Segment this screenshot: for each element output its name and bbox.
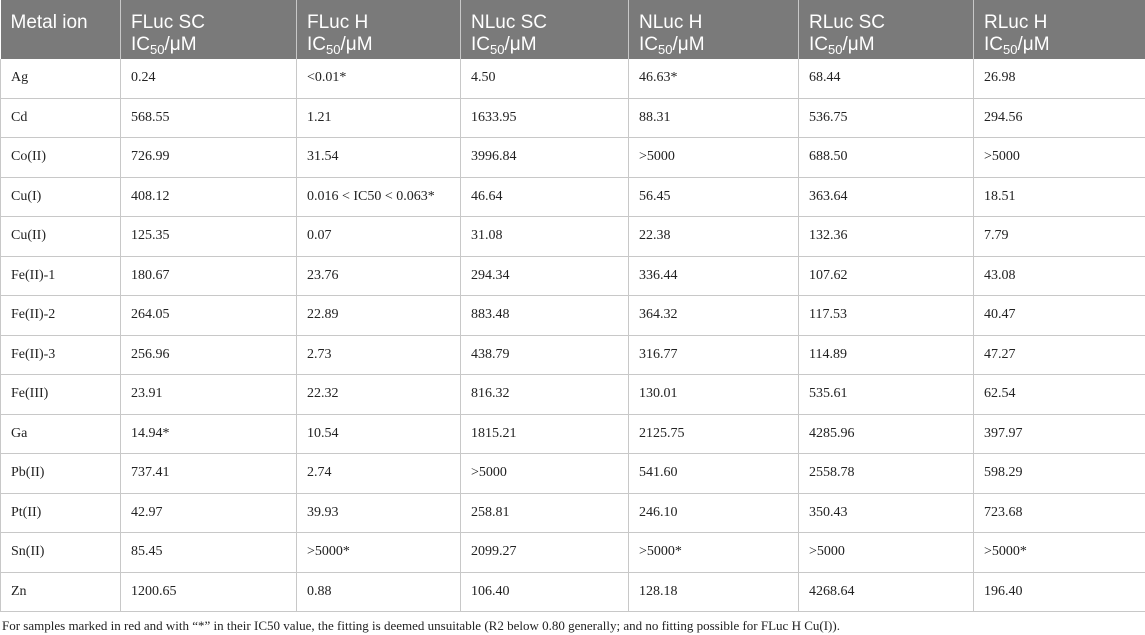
ic50-value-cell: 10.54 <box>297 414 461 454</box>
table-row <box>1 375 1145 415</box>
ic50-value-cell: 196.40 <box>974 572 1145 612</box>
ic50-value-cell: >5000* <box>974 533 1145 573</box>
ic50-value-cell: 1.21 <box>297 98 461 138</box>
metal-ion-cell: Fe(II)-3 <box>1 335 121 375</box>
ic50-value-cell: 62.54 <box>974 375 1145 415</box>
ic50-value-cell: 4285.96 <box>799 414 974 454</box>
metal-ion-cell: Fe(III) <box>1 375 121 415</box>
ic50-value-cell: 598.29 <box>974 454 1145 494</box>
ic50-value-cell: 364.32 <box>629 296 799 336</box>
metal-ion-cell: Pb(II) <box>1 454 121 494</box>
ic50-value-cell: 737.41 <box>121 454 297 494</box>
metal-ion-cell: Fe(II)-2 <box>1 296 121 336</box>
ic50-value-cell: 2.73 <box>297 335 461 375</box>
ic50-value-cell: 2099.27 <box>461 533 629 573</box>
ic50-value-cell: 408.12 <box>121 177 297 217</box>
ic50-value-cell: 39.93 <box>297 493 461 533</box>
column-header-label: FLuc SC <box>131 12 205 33</box>
unit-subscript: 50 <box>658 42 673 57</box>
ic50-value-cell: 1200.65 <box>121 572 297 612</box>
metal-ion-cell: Fe(II)-1 <box>1 256 121 296</box>
ic50-value-cell: 22.89 <box>297 296 461 336</box>
unit-subscript: 50 <box>326 42 341 57</box>
metal-ion-cell: Zn <box>1 572 121 612</box>
ic50-value-cell: 117.53 <box>799 296 974 336</box>
ic50-value-cell: 256.96 <box>121 335 297 375</box>
ic50-value-cell: >5000* <box>629 533 799 573</box>
table-row <box>1 59 1145 98</box>
unit-suffix: /μM <box>672 34 705 55</box>
ic50-value-cell: 3996.84 <box>461 138 629 178</box>
ic50-value-cell: 541.60 <box>629 454 799 494</box>
column-header-unit <box>984 34 1136 56</box>
ic50-value-cell: >5000 <box>974 138 1145 178</box>
table-header-row <box>1 0 1145 59</box>
unit-suffix: /μM <box>842 34 875 55</box>
metal-ion-cell: Cd <box>1 98 121 138</box>
column-header-label: Metal ion <box>10 12 88 33</box>
ic50-value-cell: 0.016 < IC50 < 0.063* <box>297 177 461 217</box>
table-row <box>1 533 1145 573</box>
ic50-value-cell: 568.55 <box>121 98 297 138</box>
column-header-label: FLuc H <box>307 12 369 33</box>
ic50-value-cell: 42.97 <box>121 493 297 533</box>
ic50-value-cell: 128.18 <box>629 572 799 612</box>
column-header-label: RLuc H <box>984 12 1048 33</box>
ic50-value-cell: 535.61 <box>799 375 974 415</box>
ic50-value-cell: 68.44 <box>799 59 974 98</box>
ic50-value-cell: >5000* <box>297 533 461 573</box>
ic50-value-cell: 264.05 <box>121 296 297 336</box>
metal-ion-cell: Pt(II) <box>1 493 121 533</box>
ic50-value-cell: 4268.64 <box>799 572 974 612</box>
column-header-label: NLuc H <box>639 12 703 33</box>
ic50-value-cell: 107.62 <box>799 256 974 296</box>
ic50-value-cell: 723.68 <box>974 493 1145 533</box>
metal-ion-cell: Ga <box>1 414 121 454</box>
ic50-value-cell: 816.32 <box>461 375 629 415</box>
table-body <box>1 59 1145 612</box>
ic50-value-cell: 130.01 <box>629 375 799 415</box>
unit-prefix: IC <box>307 34 326 55</box>
unit-suffix: /μM <box>340 34 373 55</box>
ic50-value-cell: 43.08 <box>974 256 1145 296</box>
ic50-value-cell: 31.54 <box>297 138 461 178</box>
ic50-value-cell: 18.51 <box>974 177 1145 217</box>
ic50-value-cell: 350.43 <box>799 493 974 533</box>
column-header <box>799 0 974 59</box>
ic50-value-cell: 114.89 <box>799 335 974 375</box>
ic50-value-cell: 438.79 <box>461 335 629 375</box>
metal-ion-cell: Cu(I) <box>1 177 121 217</box>
table-row <box>1 256 1145 296</box>
table-row <box>1 493 1145 533</box>
ic50-value-cell: 2558.78 <box>799 454 974 494</box>
ic50-value-cell: 46.63* <box>629 59 799 98</box>
ic50-value-cell: <0.01* <box>297 59 461 98</box>
ic50-value-cell: 294.34 <box>461 256 629 296</box>
ic50-value-cell: 294.56 <box>974 98 1145 138</box>
ic50-value-cell: 0.88 <box>297 572 461 612</box>
unit-prefix: IC <box>984 34 1003 55</box>
unit-subscript: 50 <box>490 42 505 57</box>
column-header <box>629 0 799 59</box>
ic50-value-cell: >5000 <box>629 138 799 178</box>
ic50-value-cell: 397.97 <box>974 414 1145 454</box>
ic50-value-cell: 7.79 <box>974 217 1145 257</box>
ic50-value-cell: 22.38 <box>629 217 799 257</box>
column-header <box>1 0 121 59</box>
unit-suffix: /μM <box>164 34 197 55</box>
ic50-value-cell: 46.64 <box>461 177 629 217</box>
table-row <box>1 177 1145 217</box>
ic50-value-cell: 106.40 <box>461 572 629 612</box>
table-row <box>1 217 1145 257</box>
column-header-unit <box>639 34 788 56</box>
ic50-value-cell: 14.94* <box>121 414 297 454</box>
ic50-value-cell: 1633.95 <box>461 98 629 138</box>
ic50-value-cell: 726.99 <box>121 138 297 178</box>
ic50-value-cell: 23.91 <box>121 375 297 415</box>
ic50-value-cell: >5000 <box>799 533 974 573</box>
ic50-value-cell: 336.44 <box>629 256 799 296</box>
ic50-value-cell: 56.45 <box>629 177 799 217</box>
ic50-value-cell: 22.32 <box>297 375 461 415</box>
ic50-value-cell: 85.45 <box>121 533 297 573</box>
table-row <box>1 296 1145 336</box>
metal-ion-cell: Ag <box>1 59 121 98</box>
column-header-unit <box>307 34 450 56</box>
ic50-value-cell: 688.50 <box>799 138 974 178</box>
table-row <box>1 454 1145 494</box>
ic50-value-cell: 0.07 <box>297 217 461 257</box>
ic50-value-cell: 0.24 <box>121 59 297 98</box>
column-header <box>297 0 461 59</box>
ic50-value-cell: 26.98 <box>974 59 1145 98</box>
ic50-value-cell: 883.48 <box>461 296 629 336</box>
ic50-value-cell: 2.74 <box>297 454 461 494</box>
table-row <box>1 414 1145 454</box>
ic50-value-cell: 2125.75 <box>629 414 799 454</box>
unit-prefix: IC <box>639 34 658 55</box>
unit-suffix: /μM <box>504 34 537 55</box>
unit-subscript: 50 <box>828 42 843 57</box>
ic50-value-cell: 4.50 <box>461 59 629 98</box>
unit-suffix: /μM <box>1017 34 1050 55</box>
ic50-value-cell: 23.76 <box>297 256 461 296</box>
column-header-unit <box>131 34 286 56</box>
unit-prefix: IC <box>809 34 828 55</box>
table-row <box>1 138 1145 178</box>
table-footnote: For samples marked in red and with “*” in their IC50 value, the fitting is deemed unsuitable (R2 below 0.80 generally; and no fitting possible for FLuc H Cu(I)). <box>2 618 840 633</box>
ic50-value-cell: 258.81 <box>461 493 629 533</box>
ic50-value-cell: 536.75 <box>799 98 974 138</box>
column-header <box>121 0 297 59</box>
ic50-value-cell: 363.64 <box>799 177 974 217</box>
unit-prefix: IC <box>471 34 490 55</box>
column-header-unit <box>809 34 963 56</box>
column-header-unit <box>471 34 618 56</box>
column-header-label: RLuc SC <box>809 12 886 33</box>
column-header <box>461 0 629 59</box>
ic50-value-cell: 88.31 <box>629 98 799 138</box>
column-header <box>974 0 1145 59</box>
ic50-value-cell: 316.77 <box>629 335 799 375</box>
ic50-value-cell: 47.27 <box>974 335 1145 375</box>
column-header-label: NLuc SC <box>471 12 548 33</box>
ic50-value-cell: 180.67 <box>121 256 297 296</box>
ic50-value-cell: 31.08 <box>461 217 629 257</box>
table-row <box>1 98 1145 138</box>
unit-subscript: 50 <box>150 42 165 57</box>
unit-subscript: 50 <box>1003 42 1018 57</box>
unit-prefix: IC <box>131 34 150 55</box>
metal-ion-cell: Cu(II) <box>1 217 121 257</box>
ic50-value-cell: >5000 <box>461 454 629 494</box>
metal-ion-cell: Co(II) <box>1 138 121 178</box>
ic50-value-cell: 132.36 <box>799 217 974 257</box>
ic50-value-cell: 40.47 <box>974 296 1145 336</box>
metal-ion-cell: Sn(II) <box>1 533 121 573</box>
ic50-value-cell: 1815.21 <box>461 414 629 454</box>
ic50-value-cell: 246.10 <box>629 493 799 533</box>
table-row <box>1 335 1145 375</box>
ic50-value-cell: 125.35 <box>121 217 297 257</box>
table-row <box>1 572 1145 612</box>
